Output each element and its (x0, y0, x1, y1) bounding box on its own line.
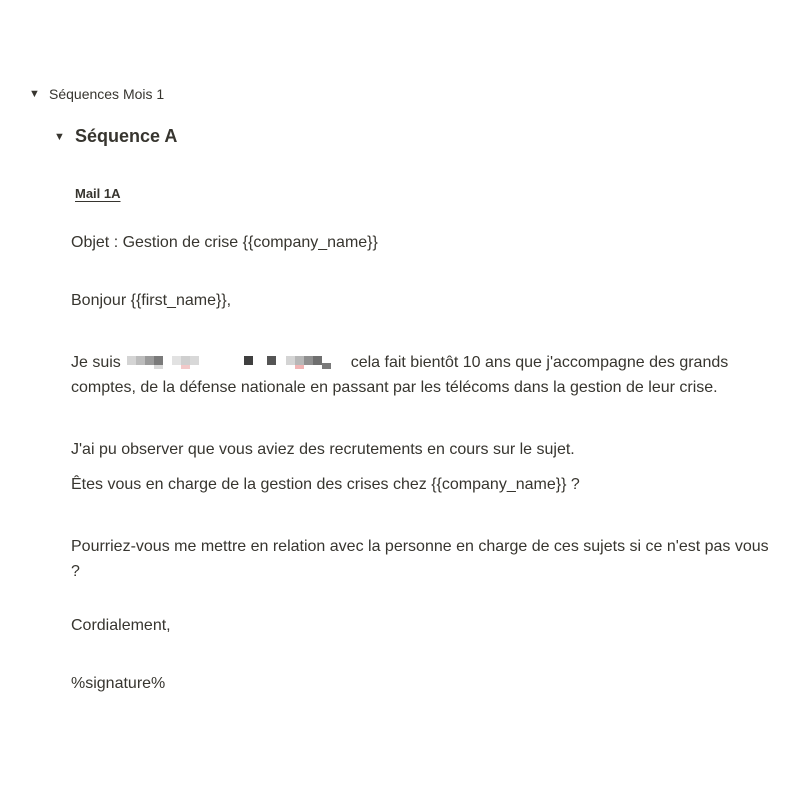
email-greeting: Bonjour {{first_name}}, (71, 292, 232, 309)
mail-heading: Mail 1A (75, 186, 121, 201)
email-closing: Cordialement, (71, 617, 171, 634)
intro-text-after: cela fait bientôt 10 ans que j'accompagne des grands comptes, de la défense nationale en passant par les télécoms dans la gestion de leur crise. (71, 354, 729, 396)
toggle-sequences-mois-1[interactable] (29, 86, 164, 102)
intro-text-before: Je suis (71, 354, 121, 371)
email-question: Êtes vous en charge de la gestion des crises chez {{company_name}} ? (71, 476, 580, 493)
toggle-sequence-a[interactable] (54, 126, 177, 147)
redacted-name-block (127, 353, 342, 369)
email-intro-paragraph (71, 350, 771, 400)
toggle-label-sequence-a: Séquence A (75, 126, 178, 146)
toggle-arrow-icon[interactable]: ▼ (29, 88, 40, 100)
email-request: Pourriez-vous me mettre en relation avec la personne en charge de ces sujets si ce n'est pas vous ? (71, 538, 769, 580)
email-observation: J'ai pu observer que vous aviez des recrutements en cours sur le sujet. (71, 441, 575, 458)
email-subject: Objet : Gestion de crise {{company_name}} (71, 234, 378, 251)
toggle-arrow-icon[interactable]: ▼ (54, 130, 65, 143)
email-signature: %signature% (71, 675, 166, 692)
toggle-label-sequences-mois-1: Séquences Mois 1 (49, 86, 165, 102)
